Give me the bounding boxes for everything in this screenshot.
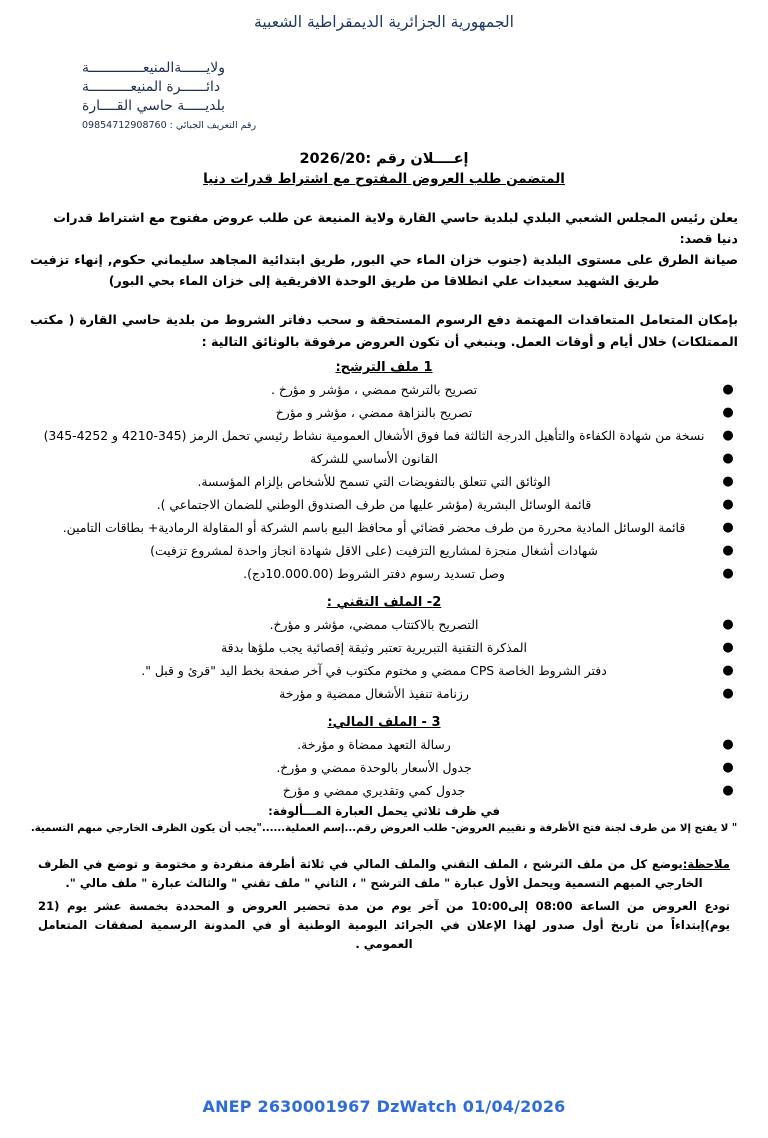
list-item [30, 493, 738, 516]
bullet-icon: ● [722, 640, 734, 655]
list-item-label: تصريح بالترشح ممضي ، مؤشر و مؤرخ . [270, 382, 478, 397]
intro-lead-paragraph: يعلن رئيس المجلس الشعبي البلدي لبلدية حاسي القارة ولاية المنيعة عن طلب عروض مفتوح مع اشتراط قدرات دنيا قصد: [53, 210, 738, 246]
list-item-label: قائمة الوسائل المادية محررة من طرف محضر قضائي أو محافظ البيع باسم الشركة أو المقاولة الرمادية+ بطاقات التامين. [62, 520, 686, 535]
list-item [30, 562, 738, 585]
list-item [30, 516, 738, 539]
note-text: يوضع كل من ملف الترشح ، الملف التقني والملف المالي في ثلاثة أظرفة منفردة و مختومة و توضع في الظرف الخارجي المبهم التسمية ويحمل الأول عبارة " ملف الترشح " ، الثاني " ملف تقني " والثالث عبارة " ملف مالي ". [38, 857, 703, 890]
list-item [30, 733, 738, 756]
list-item [30, 539, 738, 562]
bullet-icon: ● [722, 428, 734, 443]
list-item [30, 401, 738, 424]
list-item-label: التصريح بالاكتتاب ممضي، مؤشر و مؤرخ. [269, 617, 479, 632]
list-item-label: قائمة الوسائل البشرية (مؤشر عليها من طرف الصندوق الوطني للضمان الاجتماعي ). [156, 497, 592, 512]
daira-line: دائــــــرة المنيعــــــــــة [82, 79, 221, 95]
withdrawal-paragraph: بإمكان المتعامل المتعاقدات المهتمة دفع الرسوم المستحقة و سحب دفاتر الشروط من بلدية حاسي القارة ( مكتب الممتلكات) خلال أيام و أوقات العمل. وينبغي أن تكون العروض مرفوقة بالوثائق التالية : [30, 312, 738, 349]
anep-footer: ANEP 2630001967 DzWatch 01/04/2026 [202, 1097, 566, 1116]
list-item-label: شهادات أشغال منجزة لمشاريع التزفيت (على الاقل شهادة انجاز واحدة لمشروع تزفيت) [150, 543, 598, 558]
list-item-label: دفتر الشروط الخاصة CPS ممضي و مختوم مكتوب في آخر صفحة بخط اليد "قرئ و قبل ". [141, 663, 607, 678]
list-item [30, 613, 738, 636]
baladiya-line: بلديـــــة حاسي القــــارة [82, 98, 226, 114]
republic-title: الجمهورية الجزائرية الديمقراطية الشعبية [254, 13, 514, 31]
announcement-number: إعــــلان رقم :2026/20 [299, 151, 469, 167]
list-item [30, 447, 738, 470]
deadline-block: تودع العروض من الساعة 08:00 إلى10:00 من آخر يوم من مدة تحضير العروض و المحددة بخمسة عشر يوم (21 يوم)إبتداءاً من تاريخ أول صدور لهذا الإعلان في الجرائد اليومية الوطنية أو في المدونة الرسمية لصفقات المتعامل العمومي . [38, 899, 730, 951]
administration-block [30, 59, 738, 135]
section-heading-candidature: 1 ملف الترشح: [335, 360, 433, 375]
financial-items-list [30, 733, 738, 802]
bullet-icon: ● [722, 405, 734, 420]
wilaya-line: ولايــــــةالمنيعـــــــــــــة [82, 60, 226, 76]
tax-id-line: رقم التعريف الجبائي : 09854712908760 [82, 120, 257, 131]
list-item-label: الوثائق التي تتعلق بالتفويضات التي تسمح للأشخاص بإلزام المؤسسة. [197, 474, 551, 489]
list-item-label: المذكرة التقنية التبريرية تعتبر وثيقة إقصائية يجب ملؤها بدقة [221, 640, 527, 655]
list-item [30, 682, 738, 705]
envelope-instruction: في ظرف ثلاثي يحمل العبارة المـــألوفة: [268, 804, 500, 818]
list-item [30, 659, 738, 682]
list-item-label: رسالة التعهد ممضاة و مؤرخة. [297, 737, 451, 752]
list-item-label: تصريح بالنزاهة ممضي ، مؤشر و مؤرخ [275, 405, 473, 420]
bullet-icon: ● [722, 686, 734, 701]
bullet-icon: ● [722, 617, 734, 632]
note-label: ملاحظة: [682, 857, 730, 871]
list-item [30, 424, 738, 447]
bullet-icon: ● [722, 543, 734, 558]
bullet-icon: ● [722, 783, 734, 798]
list-item-label: رزنامة تنفيذ الأشغال ممضية و مؤرخة [279, 686, 469, 701]
note-block [30, 855, 738, 893]
list-item-label: جدول الأسعار بالوحدة ممضي و مؤرخ. [276, 760, 472, 775]
candidature-items-list [30, 378, 738, 585]
envelope-quote: " لا يفتح إلا من طرف لجنة فتح الأظرفة و تقييم العروض- طلب العروض رقم...إسم العملية......"يجب أن يكون الظرف الخارجي مبهم التسمية. [30, 823, 738, 834]
bullet-icon: ● [722, 663, 734, 678]
bullet-icon: ● [722, 474, 734, 489]
list-item [30, 779, 738, 802]
bullet-icon: ● [722, 382, 734, 397]
list-item-label: القانون الأساسي للشركة [310, 451, 438, 466]
bullet-icon: ● [722, 451, 734, 466]
list-item [30, 470, 738, 493]
bullet-icon: ● [722, 520, 734, 535]
list-item [30, 756, 738, 779]
list-item-label: نسخة من شهادة الكفاءة والتأهيل الدرجة الثالثة فما فوق الأشغال العمومية نشاط رئيسي تحمل الرمز (345-4210 و 4252-345) [43, 428, 705, 443]
intro-body-paragraph: صيانة الطرق على مستوى البلدية (جنوب خزان الماء حي البور, طريق ابتدائية المجاهد سليماني حكوم, إنهاء تزفيت طريق الشهيد سعيدات علي انطلاقا من طريق الوحدة الافريقية إلى خزان الماء بحي البور) [30, 252, 738, 288]
bullet-icon: ● [722, 497, 734, 512]
list-item [30, 378, 738, 401]
list-item-label: وصل تسديد رسوم دفتر الشروط (10.000.00دج). [243, 566, 505, 581]
list-item [30, 636, 738, 659]
announcement-title-block [30, 151, 738, 187]
bullet-icon: ● [722, 566, 734, 581]
section-heading-financial: 3 - الملف المالي: [327, 715, 441, 730]
announcement-subtitle: المتضمن طلب العروض المفتوح مع اشتراط قدرات دنيا [203, 171, 565, 187]
technical-items-list [30, 613, 738, 705]
list-item-label: جدول كمي وتقديري ممضي و مؤرخ [282, 783, 466, 798]
section-heading-technical: 2- الملف التقني : [326, 595, 442, 610]
bullet-icon: ● [722, 760, 734, 775]
bullet-icon: ● [722, 737, 734, 752]
